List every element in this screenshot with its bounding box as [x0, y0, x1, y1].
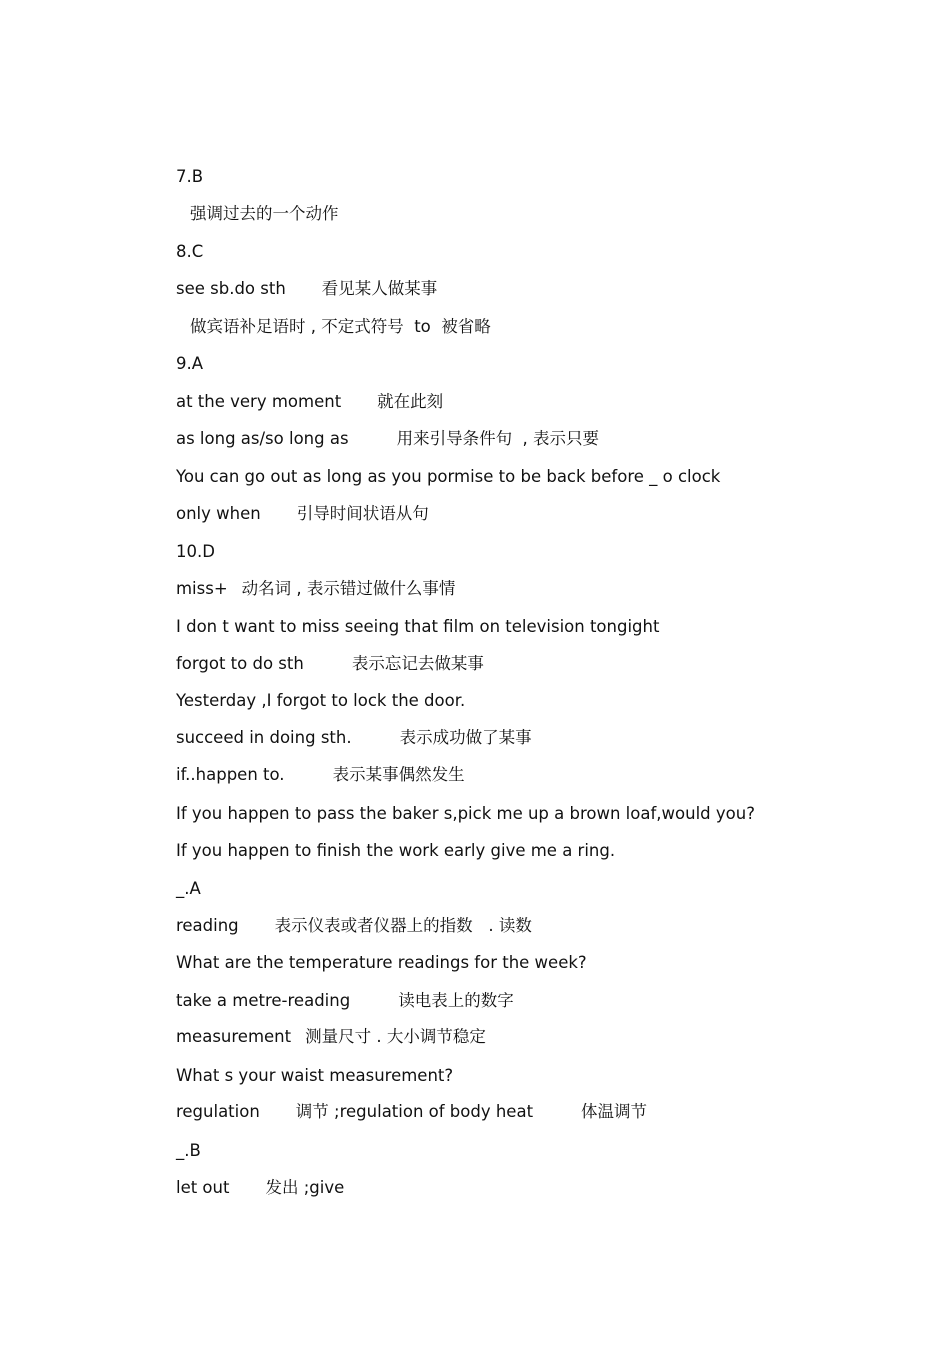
example-sentence: Yesterday ,I forgot to lock the door. — [175, 691, 466, 710]
phrase-as-long-as: as long as/so long as 用来引导条件句 , 表示只要 — [175, 429, 600, 448]
answer-b-heading: _.B — [175, 1141, 201, 1160]
answer-8-note: 做宾语补足语时 , 不定式符号 to 被省略 — [189, 317, 491, 336]
answer-7-heading: 7.B — [175, 167, 204, 186]
answer-10-heading: 10.D — [175, 542, 215, 561]
example-sentence: What s your waist measurement? — [175, 1066, 454, 1085]
phrase-regulation: regulation 调节 ;regulation of body heat 体温调节 — [175, 1102, 648, 1121]
phrase-at-the-very-moment: at the very moment 就在此刻 — [175, 392, 444, 411]
phrase-miss: miss+ 动名词 , 表示错过做什么事情 — [175, 579, 456, 598]
example-sentence: You can go out as long as you pormise to be back before _ o clock — [175, 467, 721, 486]
phrase-measurement: measurement 测量尺寸 . 大小调节稳定 — [175, 1027, 486, 1046]
example-sentence: What are the temperature readings for the week? — [175, 953, 587, 972]
example-sentence: I don t want to miss seeing that film on television tongight — [175, 617, 660, 636]
phrase-reading: reading 表示仪表或者仪器上的指数 . 读数 — [175, 916, 532, 935]
phrase-succeed-in-doing: succeed in doing sth. 表示成功做了某事 — [175, 728, 532, 747]
answer-8-heading: 8.C — [175, 242, 204, 261]
answer-9-heading: 9.A — [175, 354, 204, 373]
phrase-only-when: only when 引导时间状语从句 — [175, 504, 429, 523]
phrase-forgot-to-do-sth: forgot to do sth 表示忘记去做某事 — [175, 654, 484, 673]
phrase-happen-to: if..happen to. 表示某事偶然发生 — [175, 765, 465, 784]
answer-7-note: 强调过去的一个动作 — [189, 204, 339, 223]
answer-a-heading: _.A — [175, 879, 201, 898]
phrase-metre-reading: take a metre-reading 读电表上的数字 — [175, 991, 514, 1010]
phrase-let-out: let out 发出 ;give — [175, 1178, 345, 1197]
example-sentence: If you happen to finish the work early give me a ring. — [175, 841, 616, 860]
example-sentence: If you happen to pass the baker s,pick me up a brown loaf,would you? — [175, 804, 755, 823]
phrase-see-sb-do-sth: see sb.do sth 看见某人做某事 — [175, 279, 438, 298]
